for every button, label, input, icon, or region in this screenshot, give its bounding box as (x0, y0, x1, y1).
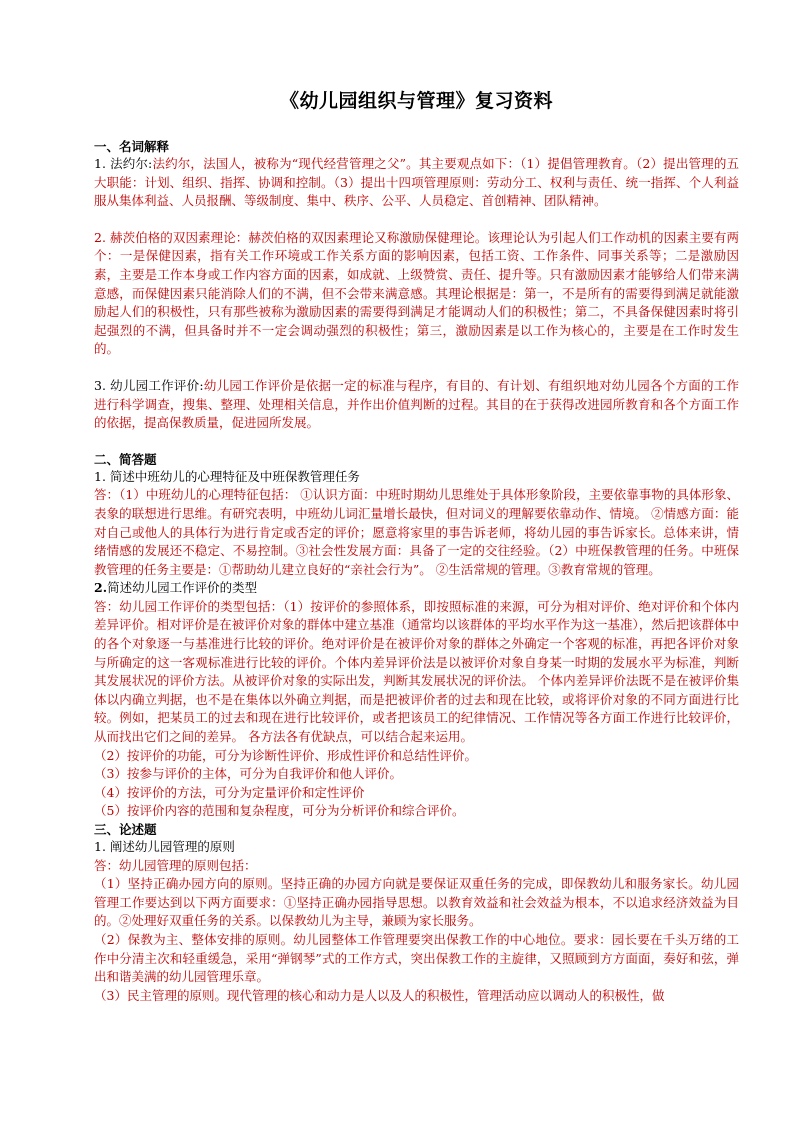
term-evaluation (94, 377, 739, 433)
term-herzberg-body: 赫茨伯格的双因素理论又称激励保健理论。该理论认为引起人们工作动机的因素主要有两个：一是保健因素，指有关工作环境或工作关系方面的影响因素，包括工资、工作条件、同事关系等；二是激励因素，主要是工作本身或工作内容方面的因素，如成就、上级赞赏、责任、提升等。只有激励因素才能够给人们带来满意感，而保健因素只能消除人们的不满，但不会带来满意感。其理论根据是：第一，不是所有的需要得到满足就能激励起人们的积极性，只有那些被称为激励因素的需要得到满足才能调动人们的积极性；第二，不具备保健因素时将引起强烈的不满，但具备时并不一定会调动强烈的积极性；第三，激励因素是以工作为核心的，主要是在工作时发生的。 (94, 229, 739, 357)
term-evaluation-lead: 3. 幼儿园工作评价: (94, 377, 204, 393)
term-fayol-body: 法约尔，法国人，被称为“现代经营管理之父”。其主要观点如下：（1）提倡管理教育。（2）提出管理的五大职能：计划、组织、指挥、协调和控制。（3）提出十四项管理原则：劳动分工、权利与责任、统一指挥、个人利益服从集体利益、人员报酬、等级制度、集中、秩序、公平、人员稳定、首创精神、团队精神。 (94, 156, 739, 209)
answer-2: 答：幼儿园工作评价的类型包括：（1）按评价的参照体系，即按照标准的来源，可分为相对评价、绝对评价和个体内差异评价。相对评价是在被评价对象的群体中建立基准（通常均以该群体的平均水平作为这一基准），然后把该群体中的各个对象逐一与基准进行比较的评价。绝对评价是在被评价对象的群体之外确定一个客观的标准，再把各评价对象与所确定的这一客观标准进行比较的评价。个体内差异评价法是以被评价对象自身某一时期的发展水平为标准，判断其发展状况的评价方法。从被评价对象的实际出发，判断其发展状况的评价法。 个体内差异评价法既不是在被评价集体以内确立判据，也不是在集体以外确立判据，而是把被评价者的过去和现在比较，或将评价对象的不同方面进行比较。例如，把某员工的过去和现在进行比较评价，或者把该员工的纪律情况、工作情况等各方面工作进行比较评价，从而找出它们之间的差异。 各方法各有优缺点，可以结合起来运用。 (94, 598, 739, 745)
term-fayol-lead: 1. 法约尔: (94, 156, 153, 171)
answer-2-item-4: （4）按评价的方法，可分为定量评价和定性评价 (94, 784, 365, 800)
term-herzberg-lead: 2. 赫茨伯格的双因素理论： (94, 229, 249, 245)
section-heading-short-answer: 二、简答题 (94, 451, 157, 467)
section-heading-terms: 一、名词解释 (94, 139, 170, 154)
answer-2-item-5: （5）按评价内容的范围和复杂程度，可分为分析评价和综合评价。 (94, 803, 465, 819)
term-herzberg (94, 229, 739, 359)
question-2-text: 简述幼儿园工作评价的类型 (107, 580, 258, 596)
essay-answer-point-1: （1）坚持正确办园方向的原则。坚持正确的办园方向就是要保证双重任务的完成，即保教幼儿和服务家长。幼儿园管理工作要达到以下两方面要求：①坚持正确办园指导思想。以教育效益和社会效益为根本，不以追求经济效益为目的。②处理好双重任务的关系。以保教幼儿为主导，兼顾为家长服务。 (94, 876, 739, 929)
answer-2-item-2: （2）按评价的功能，可分为诊断性评价、形成性评价和总结性评价。 (94, 747, 477, 763)
essay-answer-intro: 答：幼儿园管理的原则包括： (94, 857, 257, 873)
answer-1: 答：（1）中班幼儿的心理特征包括： ①认识方面：中班时期幼儿思维处于具体形象阶段，主要依靠事物的具体形象、表象的联想进行思维。有研究表明，中班幼儿词汇量增长最快，但对词义的理解要依靠动作、情境。 ②情感方面：能对自己或他人的具体行为进行肯定或否定的评价；愿意将家里的事告诉老师，将幼儿园的事告诉家长。总体来讲，情绪情感的发展还不稳定、不易控制。③社会性发展方面：具备了一定的交往经验。（2）中班保教管理的任务。中班保教管理的任务主要是：①帮助幼儿建立良好的“亲社会行为”。 ②生活常规的管理。③教育常规的管理。 (94, 487, 739, 577)
question-1: 1. 简述中班幼儿的心理特征及中班保教管理任务 (94, 468, 360, 484)
answer-2-item-3: （3）按参与评价的主体，可分为自我评价和他人评价。 (94, 766, 402, 782)
essay-question-1: 1. 阐述幼儿园管理的原则 (94, 839, 235, 854)
essay-answer-point-2: （2）保教为主、整体安排的原则。幼儿园整体工作管理要突出保教工作的中心地位。要求：园长要在千头万绪的工作中分清主次和轻重缓急，采用“弹钢琴”式的工作方式，突出保教工作的主旋律，又照顾到方方面面，奏好和弦，弹出和谐美满的幼儿园管理乐章。 (94, 931, 739, 985)
document-title: 《幼儿园组织与管理》复习资料 (279, 90, 553, 112)
question-2-number: 2. (94, 580, 108, 596)
term-fayol (94, 155, 739, 211)
document-page (94, 86, 739, 1005)
essay-answer-point-3: （3）民主管理的原则。现代管理的核心和动力是人以及人的积极性，管理活动应以调动人的积极性，做 (94, 987, 665, 1003)
term-evaluation-body: 幼儿园工作评价是依据一定的标准与程序，有目的、有计划、有组织地对幼儿园各个方面的工作进行科学调查，搜集、整理、处理相关信息，并作出价值判断的过程。其目的在于获得改进园所教育和各个方面工作的依据，提高保教质量，促进园所发展。 (94, 377, 739, 431)
section-heading-essay: 三、论述题 (94, 822, 157, 837)
question-2 (94, 579, 739, 598)
